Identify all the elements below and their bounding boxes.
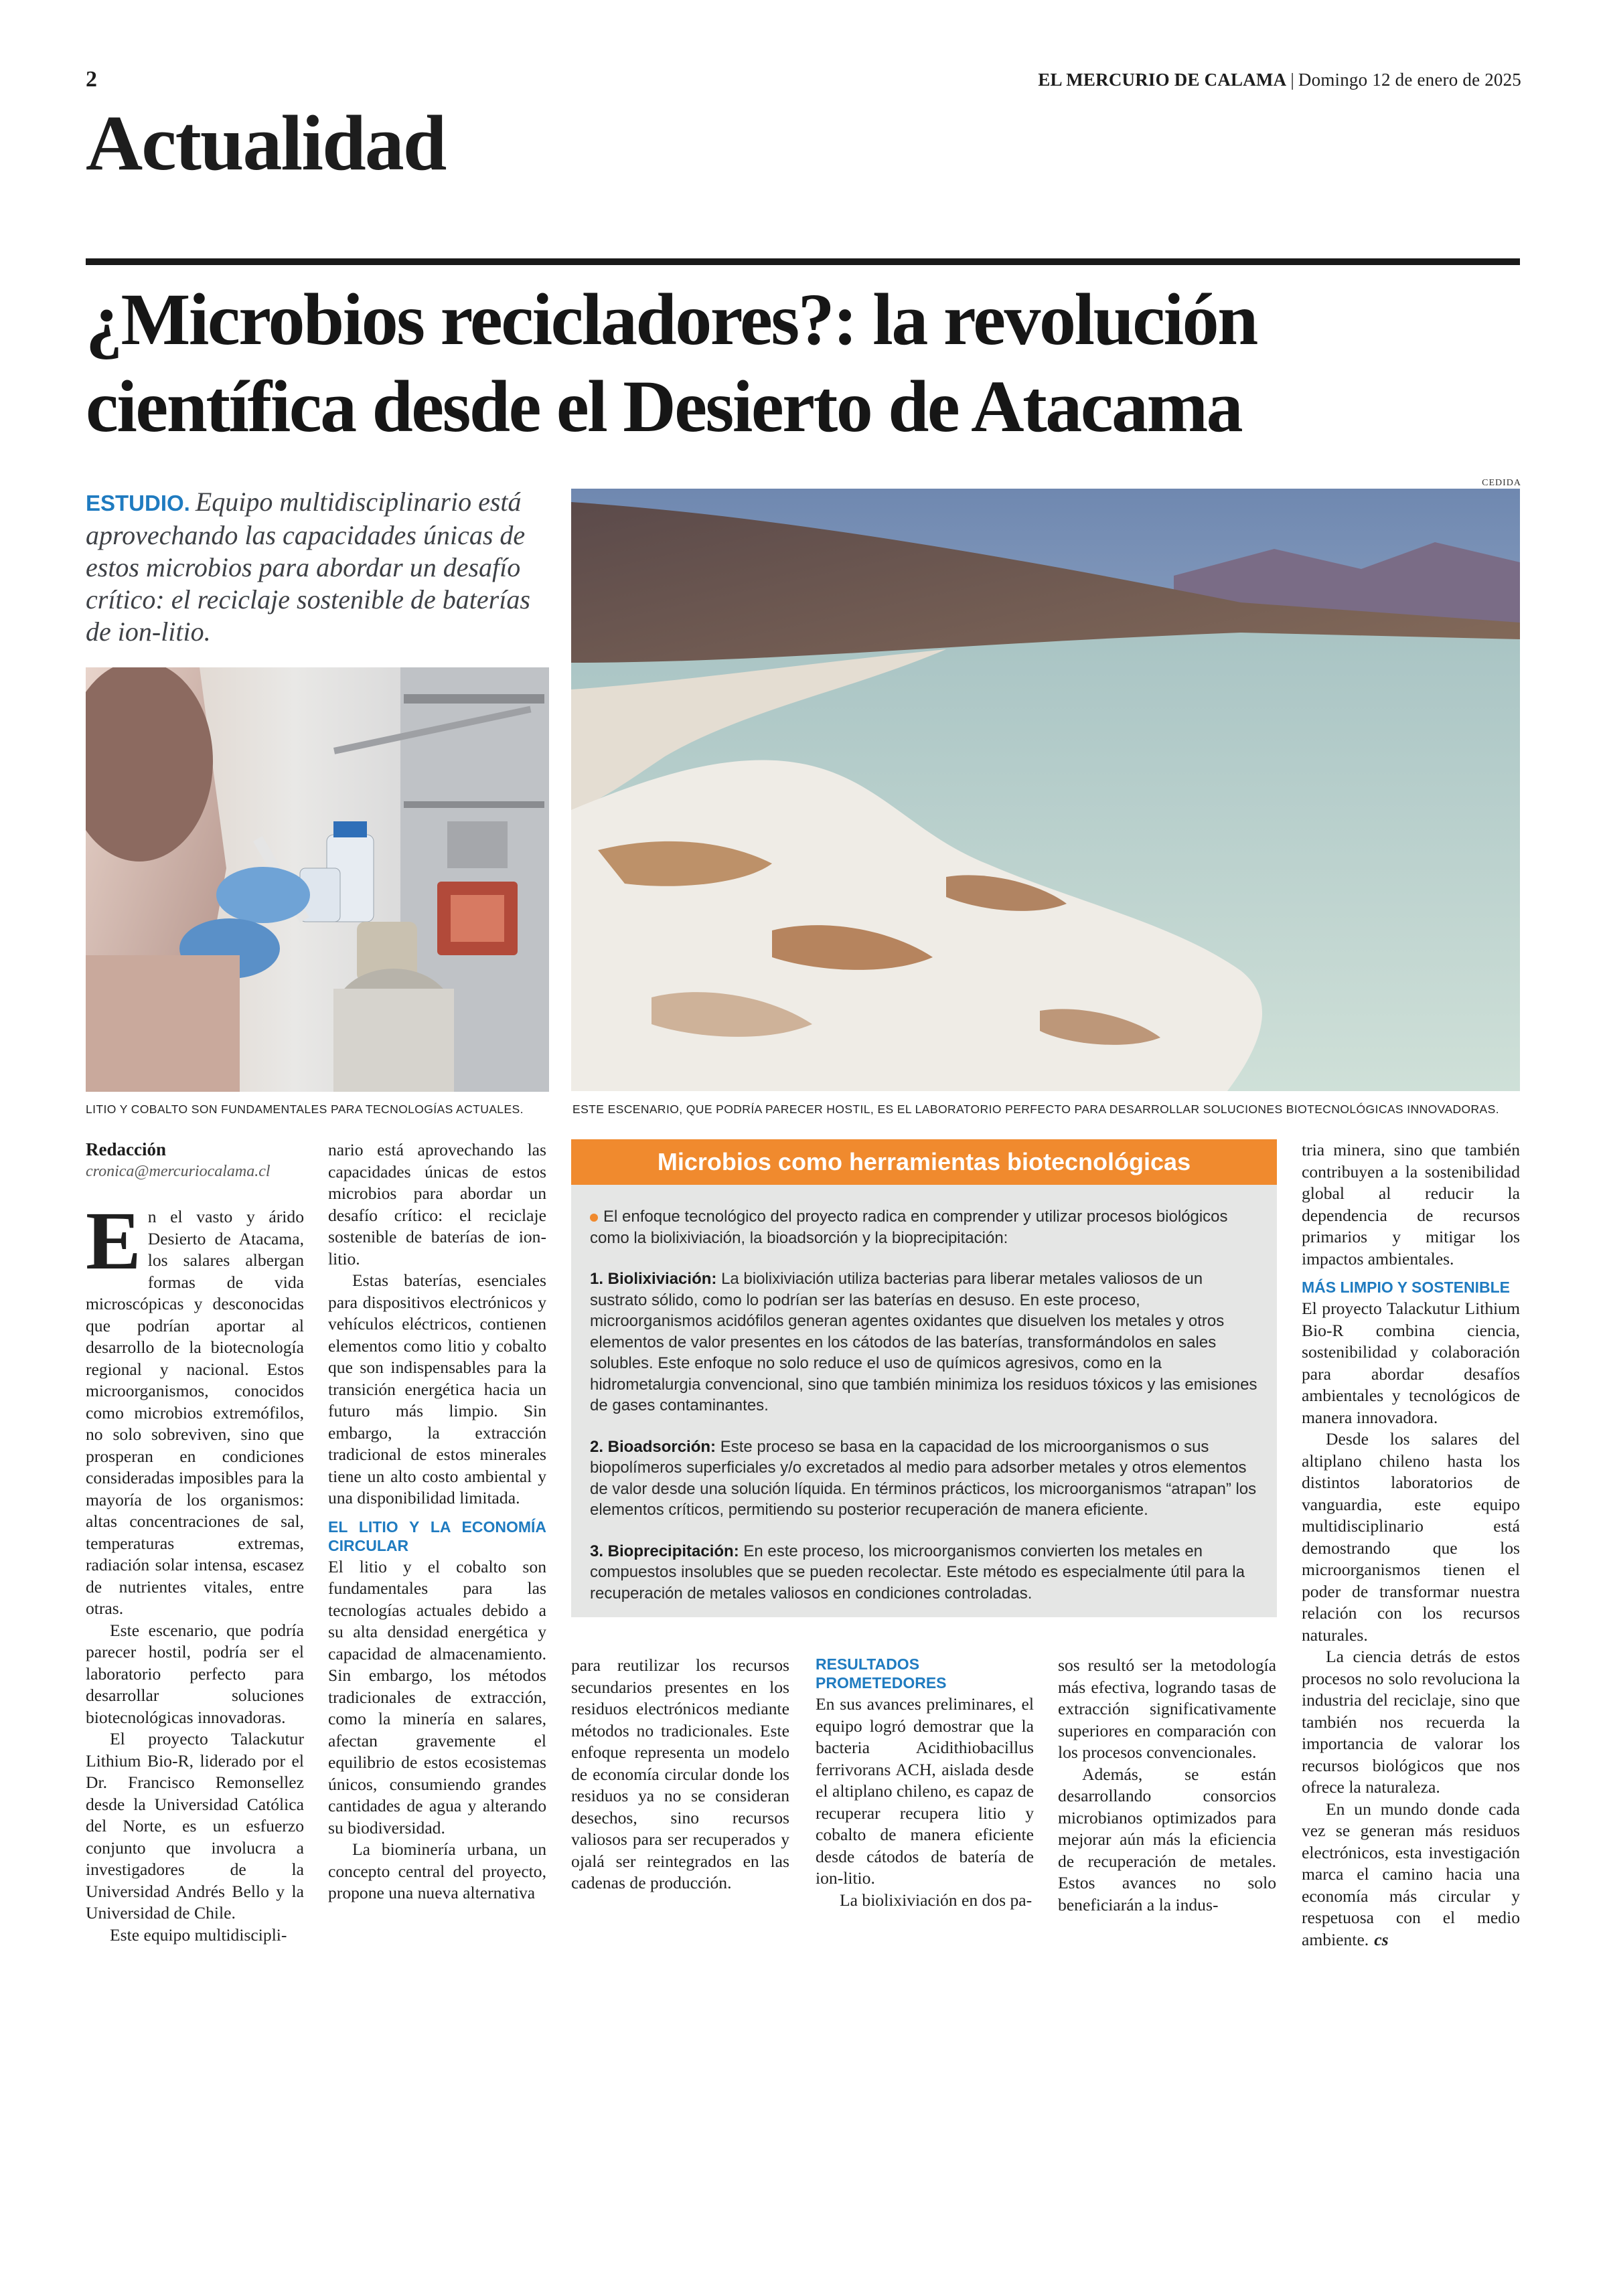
section-title: Actualidad xyxy=(86,99,446,187)
byline xyxy=(86,1139,300,1181)
publication-date: Domingo 12 de enero de 2025 xyxy=(1298,70,1521,90)
sidebar-box xyxy=(571,1139,1277,1617)
paragraph-text: n el vasto y árido Desierto de Atacama, los salares albergan formas de vida microscópicas y desconocidas que podrían aportar al desarrollo de la biotecnología regional y nacional. Estos microorganismos, conocidos como microbios extremófilos, no solo sobreviven, sino que prosperan en condiciones consideradas imposibles para la mayoría de los organismos: altas concentraciones de sal, temperaturas extremas, radiación solar intensa, escasez de nutrientes vitales, entre otras. xyxy=(86,1207,304,1618)
lede xyxy=(86,486,548,648)
box-intro xyxy=(590,1206,1259,1248)
subhead-lithium: EL LITIO Y LA ECONOMÍA CIRCULAR xyxy=(328,1518,546,1554)
paragraph: tria minera, sino que también contribuyen a la sostenibilidad global al reducir la dependencia de recursos primarios y mitigar los impactos ambientales. xyxy=(1302,1140,1520,1268)
article-column-3 xyxy=(571,1655,789,1894)
box-intro-text: El enfoque tecnológico del proyecto radica en comprender y utilizar procesos biológicos como la biolixiviación, la bioadsorción y la bioprecipitación: xyxy=(590,1208,1228,1247)
box-item-text: La biolixiviación utiliza bacterias para liberar metales valiosos de un sustrato sólido, como lo podrían ser las baterías en desuso. En este proceso, microorganismos acidófilos generan agentes oxidantes que disuelven los metales y otros elementos de valor presentes en los cátodos de las baterías, transformándolos en sales solubles. Este enfoque no solo reduce el uso de químicos agresivos, como en la hidrometalurgia convencional, sino que también minimiza los residuos tóxicos y las emisiones de gases contaminantes. xyxy=(590,1270,1257,1414)
subhead-cleaner: MÁS LIMPIO Y SOSTENIBLE xyxy=(1302,1279,1510,1296)
paragraph: El proyecto Talackutur Lithium Bio-R combina ciencia, sostenibilidad y colaboración para abordar desafíos ambientales y tecnológicos de manera innovadora. xyxy=(1302,1299,1520,1427)
lab-photo xyxy=(86,667,549,1092)
byline-name: Redacción xyxy=(86,1139,166,1159)
paragraph-text: En un mundo donde cada vez se generan más residuos electrónicos, esta investigación marca el camino hacia una economía más circular y respetuosa con el medio ambiente. xyxy=(1302,1799,1520,1949)
dropcap: E xyxy=(86,1195,141,1287)
box-item-label: 3. Bioprecipitación: xyxy=(590,1542,739,1560)
lede-text: Equipo multidisciplinario está aprovechando las capacidades únicas de estos microbios para abordar un desafío crítico: el reciclaje sostenible de baterías de ion-litio. xyxy=(86,487,530,647)
paragraph: Este equipo multidiscipli- xyxy=(110,1924,287,1945)
bullet-icon xyxy=(590,1214,598,1222)
paragraph: Desde los salares del altiplano chileno hasta los distintos laboratorios de vanguardia, este equipo multidisciplinario está demostrando que los microorganismos tienen el poder de transformar nuestra relación con los recursos naturales. xyxy=(1302,1429,1520,1645)
masthead-separator: | xyxy=(1290,70,1294,90)
byline-email[interactable]: cronica@mercuriocalama.cl xyxy=(86,1163,271,1180)
headline xyxy=(86,276,1525,450)
box-item-bioadsorption xyxy=(590,1437,1259,1521)
sidebar-box-title: Microbios como herramientas biotecnológicas xyxy=(571,1139,1277,1185)
paragraph: Este escenario, que podría parecer hostil, podría ser el laboratorio perfecto para desarrollar soluciones biotecnológicas innovadoras. xyxy=(86,1620,304,1727)
headline-line-1: ¿Microbios recicladores?: la revolución xyxy=(86,278,1257,360)
end-mark: cs xyxy=(1374,1929,1389,1949)
article-column-2 xyxy=(328,1139,546,1904)
box-item-text: En este proceso, los microorganismos convierten los metales en compuestos insolubles que se pueden recolectar. Este método es especialmente útil para la recuperación de metales valiosos en condiciones controladas. xyxy=(590,1542,1245,1603)
paragraph: El proyecto Talackutur Lithium Bio-R, liderado por el Dr. Francisco Remonsellez desde la Universidad Católica del Norte, es un esfuerzo conjunto que involucra a investigadores de la Universidad Andrés Bello y la Universidad de Chile. xyxy=(86,1729,304,1922)
lede-tag: ESTUDIO. xyxy=(86,491,190,515)
lab-photo-illustration xyxy=(86,667,549,1092)
box-item-label: 1. Biolixiviación: xyxy=(590,1270,717,1288)
caption-lab-photo: LITIO Y COBALTO SON FUNDAMENTALES PARA TECNOLOGÍAS ACTUALES. xyxy=(86,1102,524,1116)
paragraph: Además, se están desarrollando consorcios microbianos optimizados para mejorar aún más la eficiencia de recuperación de metales. Estos avances no solo beneficiarán a la indus- xyxy=(1058,1764,1276,1914)
box-item-bioleaching xyxy=(590,1268,1259,1416)
subhead-results: RESULTADOS PROMETEDORES xyxy=(816,1655,947,1692)
paragraph xyxy=(1302,1799,1520,1951)
article-column-5 xyxy=(1058,1655,1276,1916)
paragraph: En sus avances preliminares, el equipo logró demostrar que la bacteria Acidithiobacillus ferrivorans ACH, aislada desde el altiplano chileno, es capaz de recuperar recupera litio y cobalto de manera eficiente desde cátodos de batería de ion-litio. xyxy=(816,1694,1034,1888)
article-column-4 xyxy=(816,1655,1034,1911)
paragraph: para reutilizar los recursos secundarios presentes en los residuos electrónicos mediante métodos no tradicionales. Este enfoque representa un modelo de economía circular donde los residuos ya no se consideran desechos, sino recursos valiosos para ser recuperados y ojalá ser reintegrados en las cadenas de producción. xyxy=(571,1655,789,1892)
paragraph: sos resultó ser la metodología más efectiva, logrando tasas de extracción significativamente superiores en comparación con los procesos convencionales. xyxy=(1058,1655,1276,1762)
paragraph: La ciencia detrás de estos procesos no solo revoluciona la industria del reciclaje, sino que también nos recuerda la importancia de valorar los recursos biológicos que nos ofrece la naturaleza. xyxy=(1302,1647,1520,1797)
paragraph: El litio y el cobalto son fundamentales para las tecnologías actuales debido a su alta densidad energética y capacidad de almacenamiento. Sin embargo, los métodos tradicionales de extracción, como la minería en salares, afectan gravemente el equilibrio de estos ecosistemas únicos, consumiendo grandes cantidades de agua y alterando su biodiversidad. xyxy=(328,1556,546,1837)
section-divider xyxy=(86,258,1520,265)
box-item-text: Este proceso se basa en la capacidad de los microorganismos o sus biopolímeros superficiales y/o excretados al medio para adsorber metales y otros elementos de valor desde una solución líquida. En términos prácticos, los microorganismos “atrapan” los elementos críticos, permitiendo su posterior recuperación de manera eficiente. xyxy=(590,1437,1257,1519)
caption-salar-photo: ESTE ESCENARIO, QUE PODRÍA PARECER HOSTIL, ES EL LABORATORIO PERFECTO PARA DESARROLLAR SOLUCIONES BIOTECNOLÓGICAS INNOVADORAS. xyxy=(572,1102,1499,1116)
paragraph: Estas baterías, esenciales para dispositivos electrónicos y vehículos eléctricos, contienen elementos como litio y cobalto que son indispensables para la transición energética hacia un futuro más limpio. Sin embargo, la extracción tradicional de estos minerales tiene un alto costo ambiental y una disponibilidad limitada. xyxy=(328,1270,546,1507)
publication-name: EL MERCURIO DE CALAMA xyxy=(1038,70,1287,90)
article-column-6 xyxy=(1302,1139,1520,1951)
paragraph: La biolixiviación en dos pa- xyxy=(840,1890,1032,1910)
paragraph: La biominería urbana, un concepto central del proyecto, propone una nueva alternativa xyxy=(328,1839,546,1902)
salar-photo-illustration xyxy=(571,489,1520,1091)
salar-photo xyxy=(571,489,1520,1091)
box-item-bioprecipitation xyxy=(590,1541,1259,1605)
article-column-1 xyxy=(86,1195,304,1946)
masthead xyxy=(1038,70,1521,90)
box-item-label: 2. Bioadsorción: xyxy=(590,1437,716,1456)
paragraph: nario está aprovechando las capacidades únicas de estos microbios para abordar un desafío crítico: el reciclaje sostenible de baterías de ion-litio. xyxy=(328,1140,546,1268)
photo-credit: CEDIDA xyxy=(1482,478,1521,488)
page-number: 2 xyxy=(86,67,97,92)
headline-line-2: científica desde el Desierto de Atacama xyxy=(86,365,1242,447)
sidebar-box-body xyxy=(590,1206,1259,1624)
paragraph xyxy=(86,1195,304,1620)
